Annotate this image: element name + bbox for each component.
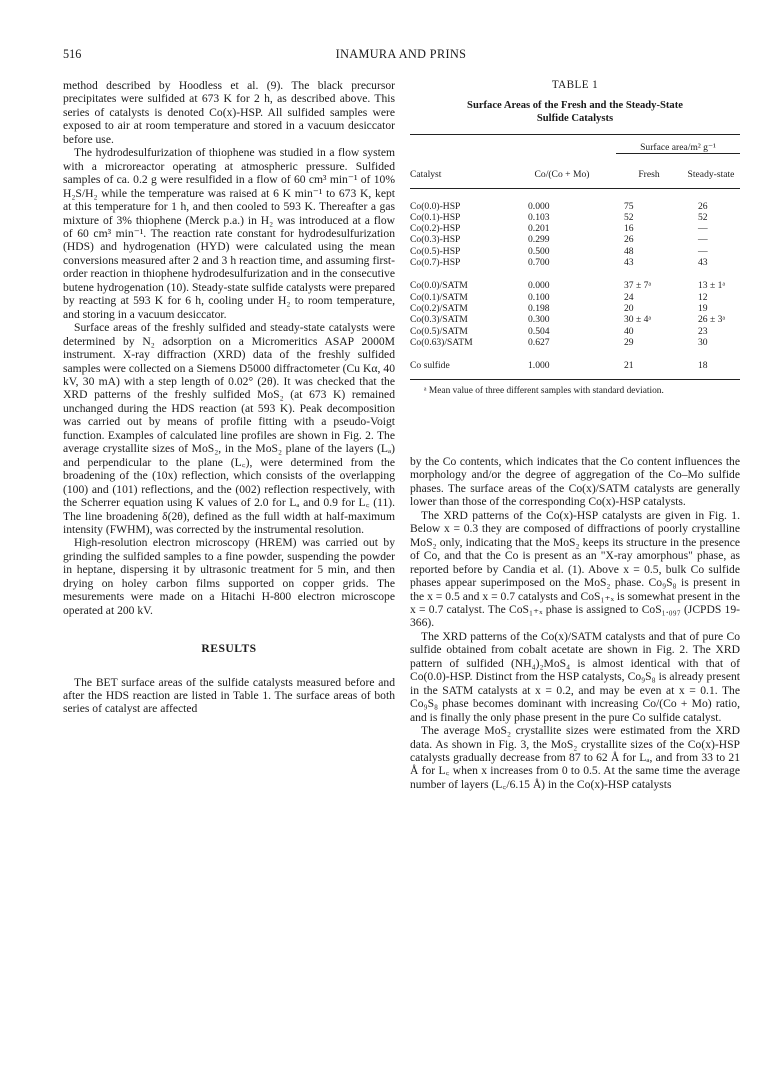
column-header: Steady-state [682, 156, 740, 188]
page-number: 516 [63, 47, 82, 61]
table-row [410, 246, 740, 257]
table-row [410, 234, 740, 245]
table-cell: 40 [624, 325, 634, 337]
table-cell: Co(0.2)-HSP [410, 223, 461, 235]
paragraph: Surface areas of the freshly sulfided and steady-state catalysts were determined by N₂ adsorption on a Micromeritics ASAP 2000M instrument. X-ray diffraction (XRD) data of the freshly sulfided samples were collected on a Siemens D5000 diffractometer (Cu Kα, 40 kV, 30 mA) with a step length of 0.02° (2θ). It was checked that the XRD patterns of the freshly sulfided MoS₂ (at 673 K) remained unchanged during the HDS reaction (at 593 K). Peak decomposition was carried out by means of profile fitting with a pseudo-Voigt function. Examples of calculated line profiles are shown in Fig. 2. The average crystallite sizes of MoS₂, in the MoS₂ plane of the layers (Lₐ) and perpendicular to the plane (L꜀), were determined from the broadening of the (10x) reflection, which consists of the overlapping (100) and (101) reflections, and the (002) reflection respectively, with the Scherrer equation using K values of 2.0 for Lₐ and 0.9 for L꜀ (11). The line broadening δ(2θ), defined as the full width at half-maximum intensity (FWHM), was corrected by the instrumental resolution. [63, 321, 395, 536]
column-header: Co/(Co + Mo) [508, 156, 616, 188]
table-cell: 52 [624, 211, 634, 223]
table-cell: 24 [624, 291, 634, 303]
table-row [410, 326, 740, 337]
table-cell: — [698, 245, 708, 257]
table-cell: 30 ± 4ᵃ [624, 314, 652, 326]
page-header [63, 47, 739, 65]
table-cell: 19 [698, 302, 708, 314]
table-cell: Co sulfide [410, 348, 508, 380]
table-row [410, 257, 740, 268]
table-cell: 0.299 [528, 234, 550, 246]
table-1 [410, 79, 740, 396]
table-cell: 29 [624, 336, 634, 348]
table-cell: Co(0.7)-HSP [410, 257, 461, 269]
paragraph: method described by Hoodless et al. (9). The black precursor precipitates were sulfided at 673 K for 2 h, as described above. This series of catalysts is denoted Co(x)-HSP. All sulfided samples were exposed to air at room temperature and stored in a vacuum desiccator before use. [63, 79, 395, 146]
table-row [410, 348, 740, 380]
table-cell: 75 [624, 200, 634, 212]
table-row [410, 268, 740, 291]
table-cell: 1.000 [508, 348, 616, 380]
paragraph: The XRD patterns of the Co(x)-HSP catalysts are given in Fig. 1. Below x = 0.3 they are composed of diffractions of poorly crystalline MoS₂ only, indicating that the MoS₂ keeps its structure in the presence of Co, and that the Co is present as an "X-ray amorphous" phase, as reported before by Candia et al. (1). Above x = 0.5, bulk Co sulfide phases appear superimposed on the MoS₂ phase. Co₉S₈ is present in the x = 0.5 and x = 0.7 catalysts and CoS₁₊ₓ is somewhat present in the x = 0.7 catalyst. The CoS₁₊ₓ phase is assigned to CoS₁.₀₉₇ (JCPDS 19-366). [410, 508, 740, 630]
table-cell: Co(0.5)/SATM [410, 325, 468, 337]
table-row [410, 314, 740, 325]
paragraph: The BET surface areas of the sulfide catalysts measured before and after the HDS reaction are listed in Table 1. The surface areas of both series of catalyst are affected [63, 675, 395, 716]
table-footnote: ᵃ Mean value of three different samples with standard deviation. [424, 386, 664, 397]
table-cell: 13 ± 1ᵃ [698, 280, 726, 292]
table-cell: 0.700 [528, 257, 550, 269]
column-header: Fresh [616, 156, 682, 188]
table-cell: Co(0.0)-HSP [410, 200, 461, 212]
table-cell: 43 [624, 257, 634, 269]
table-cell: Co(0.0)/SATM [410, 280, 468, 292]
surface-area-span-header: Surface area/m² g⁻¹ [616, 142, 740, 154]
table-row [410, 223, 740, 234]
running-title: INAMURA AND PRINS [335, 47, 467, 61]
table-cell: 0.500 [528, 245, 550, 257]
table-cell: 12 [698, 291, 708, 303]
table-body [410, 188, 740, 380]
paragraph: The XRD patterns of the Co(x)/SATM catalysts and that of pure Co sulfide obtained from cobalt acetate are shown in Fig. 2. The XRD pattern of sulfided (NH₄)₂MoS₄ is almost identical with that of Co(0.0)-HSP. Distinct from the HSP catalysts, Co₉S₈ is already present in the SATM catalysts at x = 0.2, and may be even at x = 0.1. The Co₉S₈ phase becomes dominant with increasing Co/(Co + Mo) ratio, and is finally the only phase present in the pure Co sulfide catalyst. [410, 629, 740, 724]
table-row [410, 188, 740, 212]
paragraph: The hydrodesulfurization of thiophene was studied in a flow system with a microreactor operating at atmospheric pressure. Sulfided samples of ca. 0.2 g were resulfided in a flow of 60 cm³ min⁻¹ of 10% H₂S/H₂ while the temperature was raised at 6 K min⁻¹ to 673 K, kept at this temperature for 1 h, and then cooled to 593 K. Thereafter a gas mixture of 3% thiophene (Merck p.a.) in H₂ was introduced at a flow of 60 cm³ min⁻¹. The reaction rate constant for hydrodesulfurization (HDS) and hydrogenation (HYD) were calculated using the mean conversions measured after 2 and 3 h reaction time, and assuming first-order reaction in thiophene hydrodesulfurization and in the consecutive butene hydrogenation (10). Steady-state sulfide catalysts were prepared by reacting at 593 K for 6 h, cooling under H₂ to room temperature, and storing in a vacuum desiccator. [63, 146, 395, 321]
table-cell: 26 [698, 200, 708, 212]
table-cell: 26 [624, 234, 634, 246]
right-column [410, 455, 740, 791]
table-cell: — [698, 234, 708, 246]
table-cell: 20 [624, 302, 634, 314]
table-caption-line: Sulfide Catalysts [536, 113, 614, 124]
table-cell: 0.627 [528, 336, 550, 348]
left-column [63, 79, 395, 716]
table-caption [410, 99, 740, 125]
table-cell: 0.300 [528, 314, 550, 326]
table-row [410, 292, 740, 303]
table-cell: 0.198 [528, 302, 550, 314]
table-label: TABLE 1 [551, 79, 599, 91]
table-cell: Co(0.63)/SATM [410, 336, 473, 348]
table-cell: 30 [698, 336, 708, 348]
paragraph: by the Co contents, which indicates that the Co content influences the morphology and/or the degree of aggregation of the Co–Mo sulfide phases. The surface areas of the Co(x)/SATM catalysts are generally lower than those of the corresponding Co(x)-HSP catalysts. [410, 455, 740, 509]
table-cell: 0.201 [528, 223, 550, 235]
table-cell: Co(0.3)-HSP [410, 234, 461, 246]
table-cell: Co(0.3)/SATM [410, 314, 468, 326]
table-cell: 37 ± 7ᵃ [624, 280, 652, 292]
table-cell: Co(0.1)/SATM [410, 291, 468, 303]
paragraph: The average MoS₂ crystallite sizes were estimated from the XRD data. As shown in Fig. 3, the MoS₂ crystallite sizes of the Co(x)-HSP catalysts gradually decrease from 87 to 62 Å for Lₐ, and from 33 to 21 Å for L꜀ when x increases from 0 to 0.5. At the same time the average number of layers (L꜀/6.15 Å) in the Co(x)-HSP catalysts [410, 724, 740, 791]
table-cell: 0.103 [528, 211, 550, 223]
table-row [410, 337, 740, 348]
table-cell: — [698, 223, 708, 235]
table-cell: 16 [624, 223, 634, 235]
table-cell: Co(0.5)-HSP [410, 245, 461, 257]
paragraph: High-resolution electron microscopy (HREM) was carried out by grinding the sulfided samples to a fine powder, suspending the powder in heptane, dispersing it by ultrasonic treatment for 5 min, and then drying on holey carbon films supported on copper grids. The mesurements were made on a Hitachi H-800 electron microscope operated at 200 kV. [63, 536, 395, 617]
table-row [410, 212, 740, 223]
table-cell: 52 [698, 211, 708, 223]
table-cell: 0.000 [528, 280, 550, 292]
table-cell: 26 ± 3ᵃ [698, 314, 726, 326]
column-header: Catalyst [410, 156, 508, 188]
table-cell: 21 [616, 348, 682, 380]
table-caption-line: Surface Areas of the Fresh and the Steady-State [467, 100, 683, 111]
table-cell: 0.000 [528, 200, 550, 212]
table-cell: Co(0.2)/SATM [410, 302, 468, 314]
surface-area-table [410, 134, 740, 380]
table-cell: 0.100 [528, 291, 550, 303]
table-cell: 23 [698, 325, 708, 337]
table-row [410, 303, 740, 314]
table-cell: Co(0.1)-HSP [410, 211, 461, 223]
section-heading: RESULTS [201, 642, 257, 656]
table-cell: 0.504 [528, 325, 550, 337]
table-cell: 18 [682, 348, 740, 380]
table-cell: 48 [624, 245, 634, 257]
table-cell: 43 [698, 257, 708, 269]
